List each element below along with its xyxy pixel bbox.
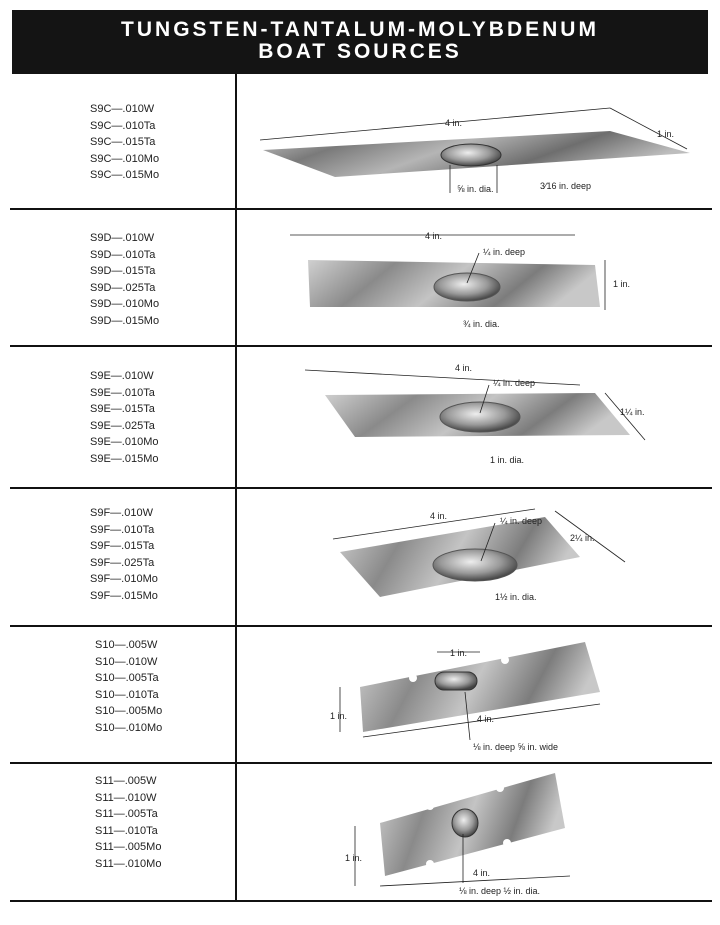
depth-label: 3⁄16 in. deep [540,181,592,191]
depth-label: ¼ in. deep [500,516,543,526]
depth-label: ¼ in. deep [493,378,536,388]
depth-width-label: ⅛ in. deep ⅝ in. wide [473,742,559,752]
row-divider [10,208,712,210]
part-number: S9C—.010Mo [90,152,160,165]
page-header [12,10,708,74]
part-number: S9E—.010Mo [90,436,159,448]
diameter-label: ⅝ in. dia. [457,184,494,194]
depth-diameter-label: ⅛ in. deep ½ in. dia. [459,886,541,896]
part-number: S9E—.015Ta [90,403,155,415]
width-label: 2¼ in. [570,533,595,543]
diameter-label: ¾ in. dia. [463,319,500,329]
part-number: S9F—.010Mo [90,573,158,585]
part-number: S9F—.015Ta [90,540,155,552]
boat-figure-s9e [245,355,710,480]
part-number: S9D—.015Ta [90,265,156,277]
boat-dimple [434,273,500,301]
diameter-label: 1½ in. dia. [495,592,537,602]
length-label: 4 in. [445,118,463,128]
part-number: S11—.005Ta [95,808,158,820]
part-number: S9E—.015Mo [90,452,159,465]
part-number: S11—.005W [95,775,157,787]
depth-label: ¼ in. deep [483,247,526,257]
part-number: S9D—.010W [90,232,155,244]
part-number: S10—.005W [95,639,158,651]
row-divider [10,762,712,764]
part-number: S11—.010W [95,791,157,804]
part-number: S10—.010W [95,655,158,668]
part-number: S9C—.010Ta [90,119,156,132]
part-number: S9C—.015Mo [90,169,160,181]
header-title-line2: BOAT SOURCES [258,40,462,63]
boat-figure-s9c [245,95,710,205]
boat-figure-s11 [245,768,710,898]
width-label: 1¼ in. [620,407,645,417]
part-number: S10—.010Ta [95,688,159,701]
part-number: S9F—.010W [90,507,153,519]
boat-dimple [441,144,501,166]
part-number: S9D—.010Ta [90,248,156,261]
part-number: S9E—.025Ta [90,419,155,432]
part-number: S9C—.015Ta [90,136,156,148]
boat-figure-s9f [245,497,710,622]
width-label: 1 in. [657,129,675,139]
row-divider [10,900,712,902]
part-number: S9F—.010Ta [90,523,155,536]
width-label: 1 in. [613,279,631,289]
part-number: S11—.010Mo [95,857,162,870]
part-number: S9D—.025Ta [90,281,156,294]
length-label: 4 in. [430,511,448,521]
part-number: S9E—.010Ta [90,386,155,399]
row-divider [10,487,712,489]
part-number: S9C—.010W [90,103,155,115]
part-number: S9E—.010W [90,370,154,382]
boat-slot [435,672,477,690]
part-number: S9D—.010Mo [90,298,160,310]
part-number: S9F—.015Mo [90,589,158,602]
part-number: S11—.005Mo [95,841,162,853]
part-number: S9F—.025Ta [90,556,155,569]
boat-dimple [440,402,520,432]
boat-dimple [433,549,517,581]
header-title-line1: TUNGSTEN-TANTALUM-MOLYBDENUM [121,18,599,41]
part-number: S10—.010Mo [95,721,163,734]
length-label: 4 in. [425,231,443,241]
boat-figure-s9d [245,215,710,340]
width-label: 1 in. [345,853,363,863]
part-number: S11—.010Ta [95,824,158,837]
row-divider [10,345,712,347]
slot-length-label: 1 in. [450,648,468,658]
row-divider [10,625,712,627]
length-label: 4 in. [455,363,473,373]
boat-dimple [452,809,478,837]
length-label: 4 in. [473,868,491,878]
width-label: 1 in. [330,711,348,721]
part-number: S9D—.015Mo [90,314,160,327]
part-number: S10—.005Ta [95,672,159,684]
part-number: S10—.005Mo [95,705,163,717]
boat-figure-s10 [245,632,710,760]
length-label: 4 in. [477,714,495,724]
diameter-label: 1 in. dia. [490,455,525,465]
